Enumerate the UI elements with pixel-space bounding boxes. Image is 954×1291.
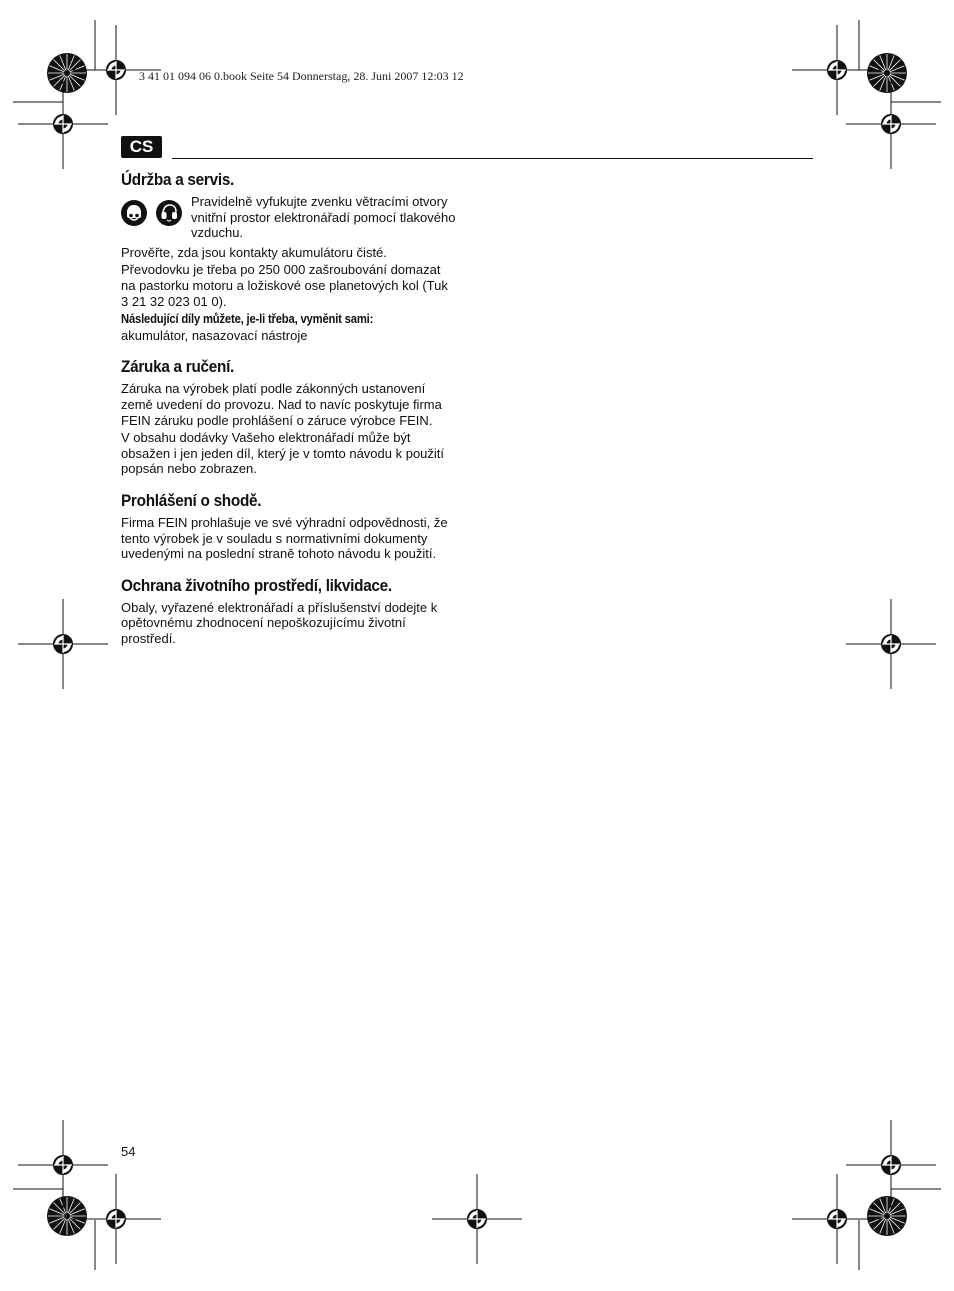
section-title-maintenance: Údržba a servis.: [121, 170, 235, 189]
environment-paragraph-1: Obaly, vyřazené elektronářadí a příslušenství dodejte k opětovnému zhodnocení nepoškozujícímu životní prostředí.: [121, 599, 438, 646]
warranty-paragraph-2: V obsahu dodávky Vašeho elektronářadí může být obsažen i jen jeden díl, který je v tomto návodu k použití popsán nebo zobrazen.: [121, 430, 445, 477]
maintenance-paragraph-2: Převodovku je třeba po 250 000 zašroubování domazat na pastorku motoru a ložiskové ose planetových kol (Tuk 3 21 32 023 01 0).: [121, 262, 448, 309]
safety-icons: [121, 200, 182, 226]
header-rule: [172, 158, 813, 159]
print-header: 3 41 01 094 06 0.book Seite 54 Donnerstag, 28. Juni 2007 12:03 12: [139, 69, 464, 83]
section-title-warranty: Záruka a ručení.: [121, 357, 235, 377]
maintenance-icon-row: [121, 194, 457, 243]
replaceable-parts-list: akumulátor, nasazovací nástroje: [121, 327, 308, 343]
language-badge: CS: [121, 136, 162, 158]
maintenance-icon-paragraph: Pravidelně vyfukujte zvenku větracími otvory vnitřní prostor elektronářadí pomocí tlakového vzduchu.: [191, 194, 456, 241]
section-conformity: [121, 491, 457, 562]
hearing-protection-icon: [156, 200, 182, 226]
replaceable-parts-heading: Následující díly můžete, je-li třeba, vyměnit sami:: [121, 312, 374, 327]
section-title-environment: Ochrana životního prostředí, likvidace.: [121, 575, 392, 595]
section-environment: [121, 576, 457, 647]
document-content: [121, 170, 457, 660]
section-title-conformity: Prohlášení o shodě.: [121, 490, 262, 510]
conformity-paragraph-1: Firma FEIN prohlašuje ve své výhradní odpovědnosti, že tento výrobek je v souladu s normativními dokumenty uvedenými na poslední straně tohoto návodu k použití.: [121, 514, 448, 562]
section-warranty: [121, 357, 457, 477]
page-number: 54: [121, 1144, 136, 1159]
warranty-paragraph-1: Záruka na výrobek platí podle zákonných ustanovení země uvedení do provozu. Nad to navíc poskytuje firma FEIN záruku podle prohlášení o záruce výrobce FEIN.: [121, 381, 442, 428]
section-maintenance: [121, 170, 457, 343]
maintenance-paragraph-1: Prověřte, zda jsou kontakty akumulátoru čisté.: [121, 244, 387, 260]
eye-protection-icon: [121, 200, 147, 226]
